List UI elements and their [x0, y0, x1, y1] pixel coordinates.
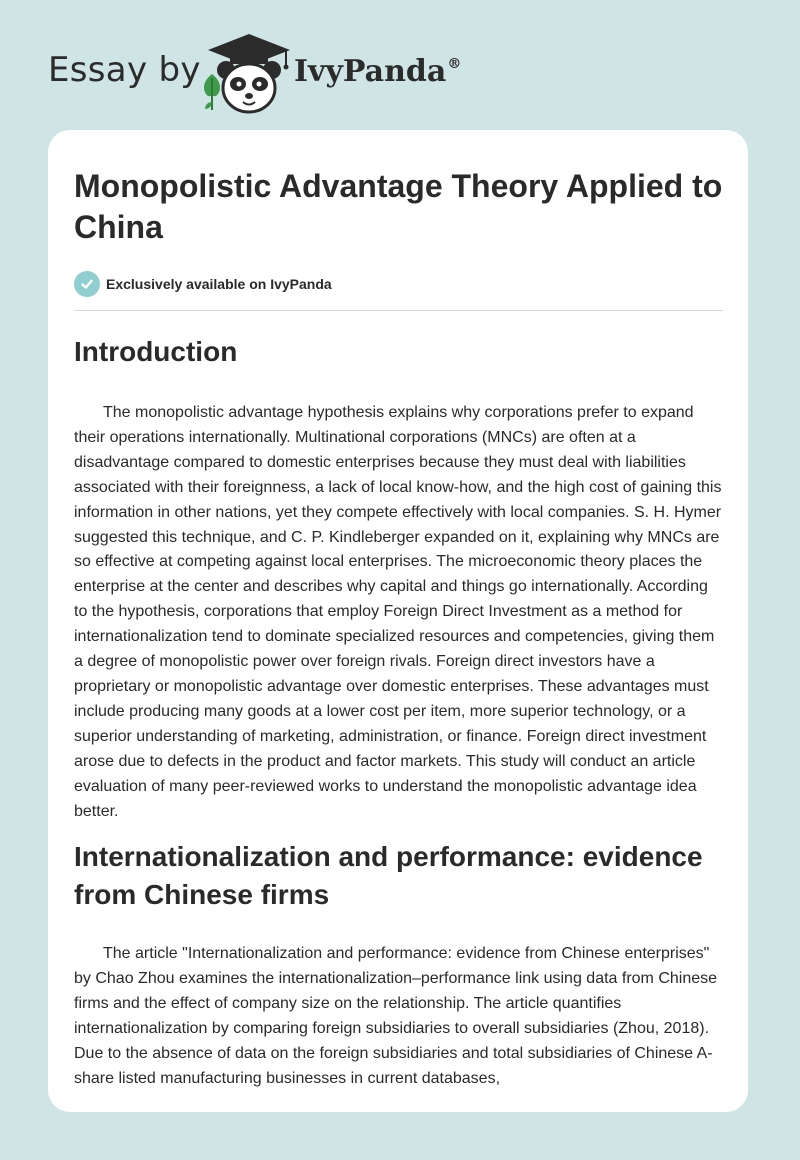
exclusive-badge	[74, 270, 724, 298]
check-circle-icon	[74, 271, 100, 297]
divider	[74, 310, 723, 311]
panda-logo-icon	[206, 32, 292, 116]
section-heading: Internationalization and performance: evidence from Chinese firms	[74, 841, 703, 911]
essay-card	[48, 130, 748, 1112]
brand-header[interactable]	[48, 28, 568, 114]
section-heading: Introduction	[74, 336, 238, 367]
badge-text: Exclusively available on IvyPanda	[106, 276, 332, 292]
brand-name: IvyPanda®	[294, 54, 462, 89]
section-paragraph: The article "Internationalization and performance: evidence from Chinese enterprises" by Chao Zhou examines the internationalization–performance link using data from Chinese firms and the effect of company size on the relationship. The article quantifies internationalization by comparing foreign subsidiaries to overall subsidiaries (Zhou, 2018). Due to the absence of data on the foreign subsidiaries and total subsidiaries of Chinese A-share listed manufacturing businesses in current databases,	[74, 945, 718, 1087]
page-title: Monopolistic Advantage Theory Applied to China	[74, 168, 723, 245]
section-paragraph: The monopolistic advantage hypothesis explains why corporations prefer to expand their operations internationally. Multinational corporations (MNCs) are often at a disadvantage compared to domestic enterprises because they must deal with liabilities associated with their foreignness, a lack of local know-how, and the high cost of gaining this information in other nations, yet they compete effectively with local companies. S. H. Hymer suggested this technique, and C. P. Kindleberger expanded on it, explaining why MNCs are so effective at competing against local enterprises. The microeconomic theory places the enterprise at the center and describes why capital and things go internationally. According to the hypothesis, corporations that employ Foreign Direct Investment as a method for internationalization tend to dominate specialized resources and competencies, giving them a degree of monopolistic power over foreign rivals. Foreign direct investors have a proprietary or monopolistic advantage over domestic enterprises. These advantages must include producing many goods at a lower cost per item, more superior technology, or a superior understanding of marketing, administration, or finance. Foreign direct investment arose due to defects in the product and factor markets. This study will conduct an article evaluation of many peer-reviewed works to understand the monopolistic advantage idea better.	[74, 404, 722, 820]
brand-prefix: Essay by	[48, 50, 201, 90]
